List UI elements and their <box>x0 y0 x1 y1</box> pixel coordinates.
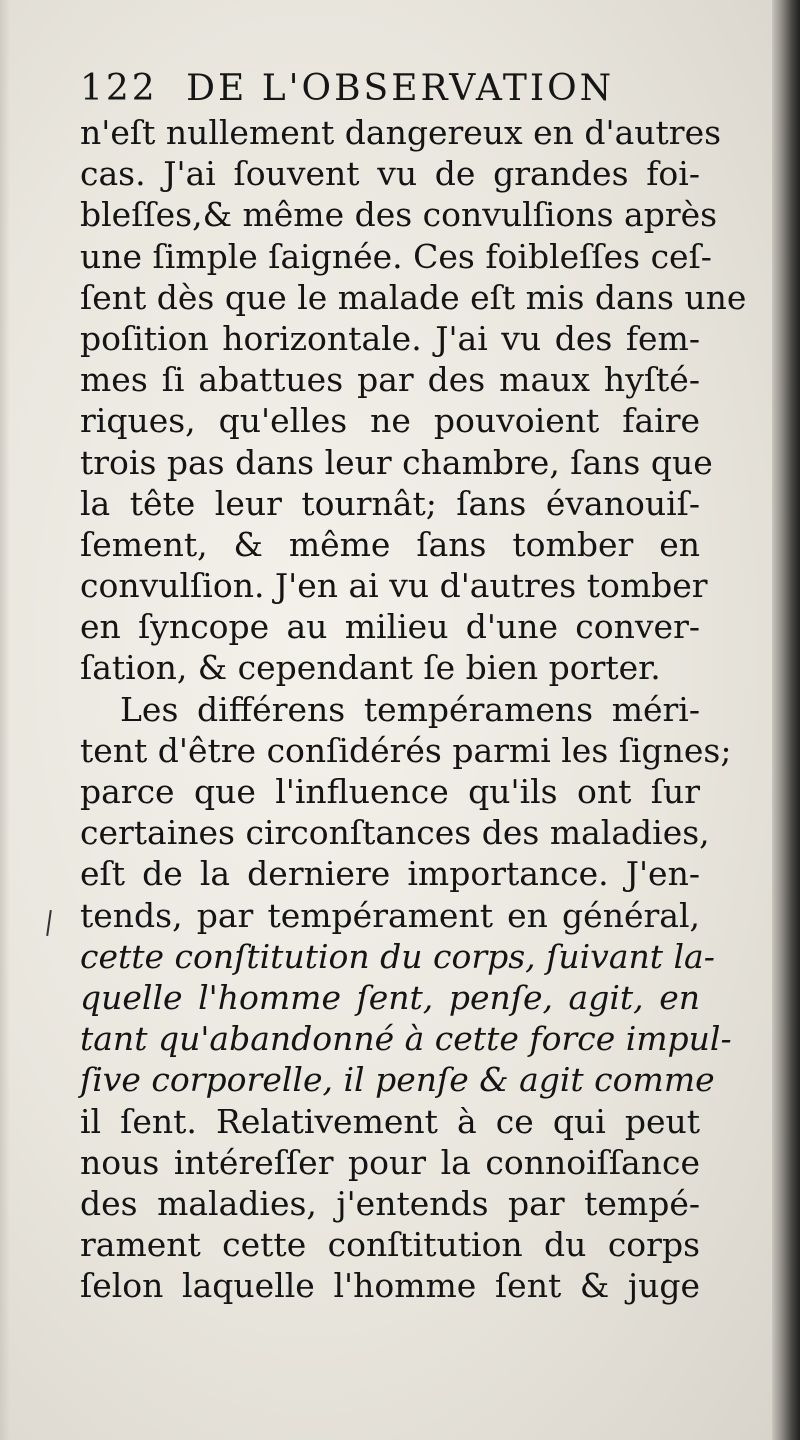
margin-mark <box>46 910 52 936</box>
body-text <box>80 112 747 1306</box>
text-line-italic: cette conſtitution du corps, ſuivant la- <box>80 936 715 976</box>
text-line: nous intéreſſer pour la connoiſſance <box>80 1142 700 1182</box>
text-line: tends, par tempérament en général, <box>80 895 700 935</box>
text-line: en ſyncope au milieu d'une conver- <box>80 607 700 647</box>
text-line: ſent dès que le malade eſt mis dans une <box>80 277 747 317</box>
page-edge-shadow <box>0 0 10 1440</box>
text-line: certaines circonſtances des maladies, <box>80 813 710 853</box>
text-line-paragraph-start: Les différens tempéramens méri- <box>120 689 700 729</box>
text-line: eſt de la derniere importance. J'en- <box>80 854 700 894</box>
text-line: la tête leur tournât; ſans évanouiſ- <box>80 483 700 523</box>
text-line-italic: ſive corporelle, il penſe & agit comme <box>80 1060 715 1100</box>
text-line: il ſent. Relativement à ce qui peut <box>80 1101 700 1141</box>
running-header <box>80 68 614 109</box>
text-line: ſement, & même ſans tomber en <box>80 524 700 564</box>
text-line: riques, qu'elles ne pouvoient faire <box>80 401 700 441</box>
text-line: convulſion. J'en ai vu d'autres tomber <box>80 566 708 606</box>
text-line: n'eſt nullement dangereux en d'autres <box>80 113 722 152</box>
text-line: une ſimple ſaignée. Ces foibleſſes ceſ- <box>80 236 712 276</box>
text-line-italic: quelle l'homme ſent, penſe, agit, en <box>80 977 700 1017</box>
book-gutter-shadow <box>772 0 800 1440</box>
text-line: des maladies, j'entends par tempé- <box>80 1183 700 1223</box>
text-line: rament cette conſtitution du corps <box>80 1225 700 1265</box>
text-line: tent d'être conſidérés parmi les ſignes; <box>80 730 732 770</box>
text-line: mes ſi abattues par des maux hyſté- <box>80 360 700 400</box>
running-title: DE L'OBSERVATION <box>186 68 615 109</box>
text-line: trois pas dans leur chambre, ſans que <box>80 442 713 482</box>
text-line: bleſſes,& même des convulſions après <box>80 195 718 235</box>
page-number: 122 <box>80 68 158 109</box>
text-line: parce que l'influence qu'ils ont ſur <box>80 772 700 811</box>
text-line: ſelon laquelle l'homme ſent & juge <box>80 1266 700 1306</box>
text-line-paragraph-end: ſation, & cependant ſe bien porter. <box>80 648 661 688</box>
text-line: poſition horizontale. J'ai vu des fem- <box>80 318 700 358</box>
text-line-italic: tant qu'abandonné à cette force impul- <box>80 1019 732 1059</box>
text-line: cas. J'ai ſouvent vu de grandes foi- <box>80 154 700 194</box>
